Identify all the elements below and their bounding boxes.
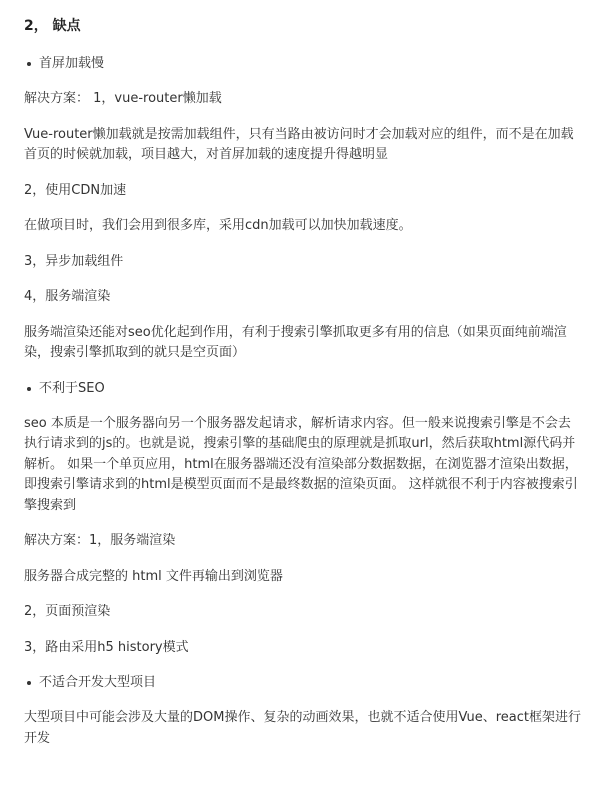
paragraph-async-components: 3，异步加载组件 xyxy=(24,253,124,269)
paragraph-history-mode: 3，路由采用h5 history模式 xyxy=(24,639,189,655)
bullet-item-large-projects xyxy=(24,673,583,693)
paragraph-solution-ssr: 解决方案：1，服务端渲染 xyxy=(24,533,176,548)
bullet-text: 首屏加载慢 xyxy=(39,56,105,71)
paragraph-solution-1: 解决方案： 1，vue-router懒加载 xyxy=(24,91,222,106)
bullet-dot-icon xyxy=(27,62,31,66)
paragraph-seo-desc: seo 本质是一个服务器向另一个服务器发起请求，解析请求内容。但一般来说搜索引擎是不会去执行请求到的js的。也就是说，搜索引擎的基础爬虫的原理就是抓取url，然后获取html源代码并解析。 如果一个单页应用，html在服务器端还没有渲染部分数据数据，在浏览器才渲染出数据，即搜索引擎请求到的html是模型页面而不是最终数据的渲染页面。 这样就很不利于内容被搜索引擎搜索到 xyxy=(24,415,578,513)
paragraph-prerender: 2，页面预渲染 xyxy=(24,604,111,619)
paragraph-ssr: 4，服务端渲染 xyxy=(24,289,111,304)
bullet-dot-icon xyxy=(27,387,31,391)
paragraph-cdn: 2，使用CDN加速 xyxy=(24,182,127,198)
bullet-dot-icon xyxy=(27,681,31,685)
bullet-text: 不利于SEO xyxy=(39,380,105,396)
bullet-text: 不适合开发大型项目 xyxy=(39,675,157,690)
bullet-item-seo xyxy=(24,379,583,399)
paragraph-cdn-desc: 在做项目时，我们会用到很多库，采用cdn加载可以加快加载速度。 xyxy=(24,218,412,233)
paragraph-large-projects-desc: 大型项目中可能会涉及大量的DOM操作、复杂的动画效果，也就不适合使用Vue、react框架进行开发 xyxy=(24,710,581,746)
paragraph-lazy-load-desc: Vue-router懒加载就是按需加载组件，只有当路由被访问时才会加载对应的组件，而不是在加载首页的时候就加载，项目越大，对首屏加载的速度提升得越明显 xyxy=(24,126,574,162)
paragraph-ssr-desc: 服务端渲染还能对seo优化起到作用，有利于搜索引擎抓取更多有用的信息（如果页面纯前端渲染，搜索引擎抓取到的就只是空页面） xyxy=(24,324,567,360)
paragraph-server-html: 服务器合成完整的 html 文件再输出到浏览器 xyxy=(24,568,283,584)
bullet-item-slow-first-load xyxy=(24,54,583,74)
section-title: 2， 缺点 xyxy=(24,18,81,34)
